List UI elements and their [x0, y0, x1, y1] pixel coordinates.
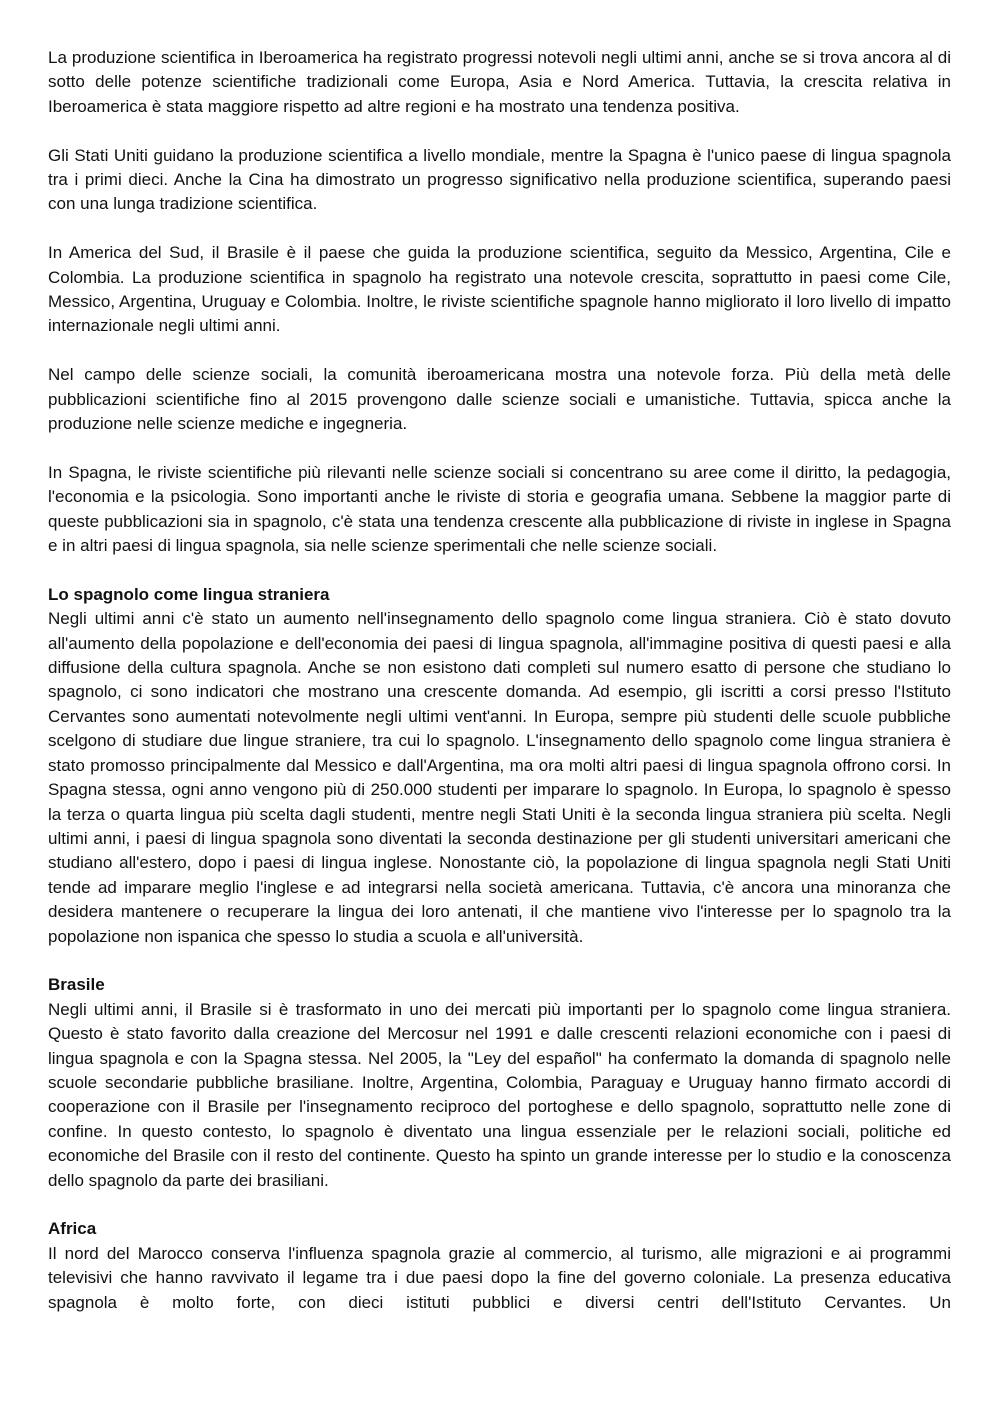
section-brasile: [48, 973, 951, 1193]
intro-paragraph-4: Nel campo delle scienze sociali, la comunità iberoamericana mostra una notevole forza. Più della metà delle pubblicazioni scientifiche fino al 2015 provengono dalle scienze sociali e umanistiche. Tuttavia, spicca anche la produzione nelle scienze mediche e ingegneria.: [48, 365, 951, 434]
intro-paragraph-2: Gli Stati Uniti guidano la produzione scientifica a livello mondiale, mentre la Spagna è l'unico paese di lingua spagnola tra i primi dieci. Anche la Cina ha dimostrato un progresso significativo nella produzione scientifica, superando paesi con una lunga tradizione scientifica.: [48, 145, 951, 214]
section-body: Negli ultimi anni, il Brasile si è trasformato in uno dei mercati più importanti per lo spagnolo come lingua straniera. Questo è stato favorito dalla creazione del Mercosur nel 1991 e dalle crescenti relazioni economiche con i paesi di lingua spagnola e con la Spagna stessa. Nel 2005, la "Ley del español" ha confermato la domanda di spagnolo nelle scuole secondarie pubbliche brasiliane. Inoltre, Argentina, Colombia, Paraguay e Uruguay hanno firmato accordi di cooperazione con il Brasile per l'insegnamento reciproco del portoghese e dello spagnolo, soprattutto nelle zone di confine. In questo contesto, lo spagnolo è diventato una lingua essenziale per le relazioni sociali, politiche ed economiche del Brasile con il resto del continente. Questo ha spinto un grande interesse per lo studio e la conoscenza dello spagnolo da parte dei brasiliani.: [48, 999, 951, 1190]
section-spanish-foreign-language: [48, 583, 951, 949]
section-africa: [48, 1217, 951, 1315]
intro-paragraph-1: La produzione scientifica in Iberoamerica ha registrato progressi notevoli negli ultimi anni, anche se si trova ancora al di sotto delle potenze scientifiche tradizionali come Europa, Asia e Nord America. Tuttavia, la crescita relativa in Iberoamerica è stata maggiore rispetto ad altre regioni e ha mostrato una tendenza positiva.: [48, 48, 951, 116]
section-heading: Brasile: [48, 975, 105, 995]
section-heading: Lo spagnolo come lingua straniera: [48, 584, 330, 604]
section-body: Il nord del Marocco conserva l'influenza spagnola grazie al commercio, al turismo, alle migrazioni e ai programmi televisivi che hanno ravvivato il legame tra i due paesi dopo la fine del governo coloniale. La presenza educativa spagnola è molto forte, con dieci istituti pubblici e diversi centri dell'Istituto Cervantes. Un: [48, 1243, 951, 1312]
section-body: Negli ultimi anni c'è stato un aumento nell'insegnamento dello spagnolo come lingua straniera. Ciò è stato dovuto all'aumento della popolazione e dell'economia dei paesi di lingua spagnola, all'immagine positiva di questi paesi e alla diffusione della cultura spagnola. Anche se non esistono dati completi sul numero esatto di persone che studiano lo spagnolo, ci sono indicatori che mostrano una crescente domanda. Ad esempio, gli iscritti a corsi presso l'Istituto Cervantes sono aumentati notevolmente negli ultimi vent'anni. In Europa, sempre più studenti delle scuole pubbliche scelgono di studiare due lingue straniere, tra cui lo spagnolo. L'insegnamento dello spagnolo come lingua straniera è stato promosso principalmente dal Messico e dall'Argentina, ma ora molti altri paesi di lingua spagnola offrono corsi. In Spagna stessa, ogni anno vengono più di 250.000 studenti per imparare lo spagnolo. In Europa, lo spagnolo è spesso la terza o quarta lingua più scelta dagli studenti, mentre negli Stati Uniti è la seconda lingua straniera più scelta. Negli ultimi anni, i paesi di lingua spagnola sono diventati la seconda destinazione per gli studenti universitari americani che studiano all'estero, dopo i paesi di lingua inglese. Nonostante ciò, la popolazione di lingua spagnola negli Stati Uniti tende ad imparare meglio l'inglese e ad integrarsi nella società americana. Tuttavia, c'è ancora una minoranza che desidera mantenere o recuperare la lingua dei loro antenati, il che mantiene vivo l'interesse per lo spagnolo tra la popolazione non ispanica che spesso lo studia a scuola e all'università.: [48, 609, 951, 946]
section-heading: Africa: [48, 1219, 97, 1239]
intro-paragraph-3: In America del Sud, il Brasile è il paese che guida la produzione scientifica, seguito da Messico, Argentina, Cile e Colombia. La produzione scientifica in spagnolo ha registrato una notevole crescita, soprattutto in paesi come Cile, Messico, Argentina, Uruguay e Colombia. Inoltre, le riviste scientifiche spagnole hanno migliorato il loro livello di impatto internazionale negli ultimi anni.: [48, 243, 951, 336]
document-page: [48, 46, 951, 1315]
intro-paragraph-5: In Spagna, le riviste scientifiche più rilevanti nelle scienze sociali si concentrano su aree come il diritto, la pedagogia, l'economia e la psicologia. Sono importanti anche le riviste di storia e geografia umana. Sebbene la maggior parte di queste pubblicazioni sia in spagnolo, c'è stata una tendenza crescente alla pubblicazione di riviste in inglese in Spagna e in altri paesi di lingua spagnola, sia nelle scienze sperimentali che nelle scienze sociali.: [48, 462, 951, 556]
